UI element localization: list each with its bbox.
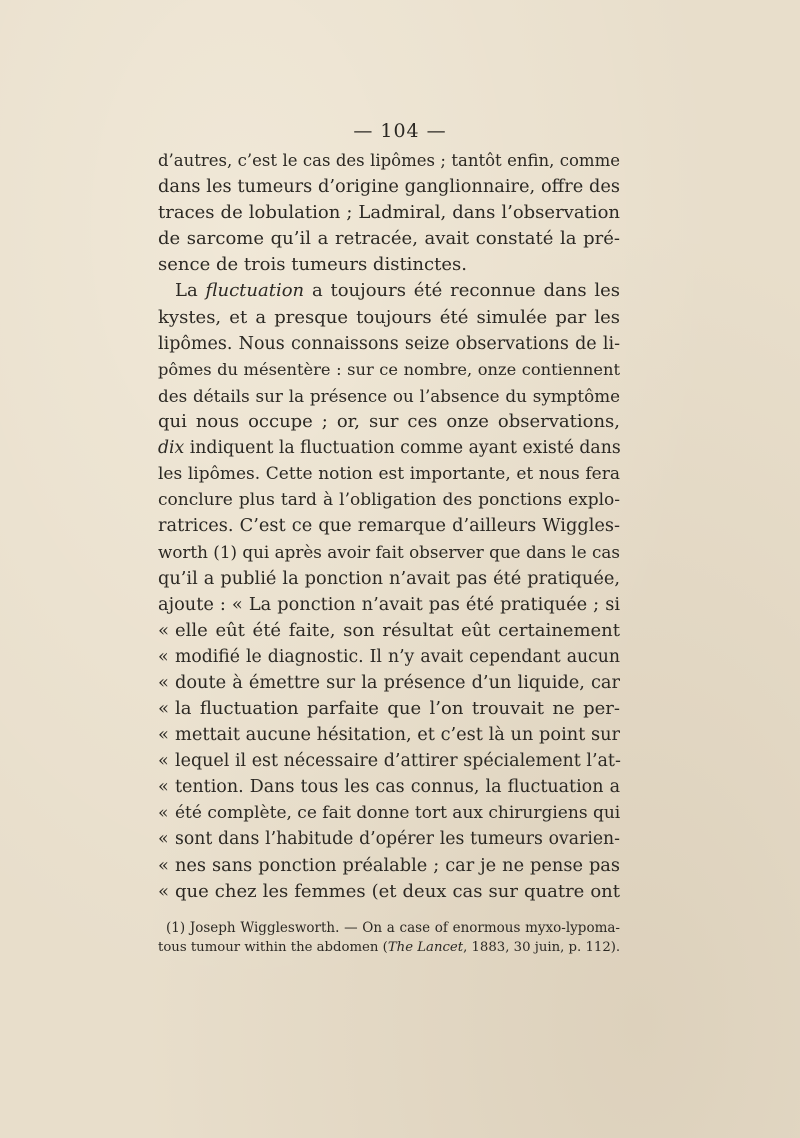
quote-mark: « xyxy=(158,777,169,798)
text-line: les lipômes. Cette notion est importante, et nous fera xyxy=(158,464,620,485)
quote-line: « elle eût été faite, son résultat eût certainement xyxy=(158,618,620,644)
quote-line: « sont dans l’habitude d’opérer les tumeurs ovarien- xyxy=(158,826,620,852)
quote-line: « nes sans ponction préalable ; car je ne pense pas xyxy=(158,853,620,879)
text-line: dans les tumeurs d’origine ganglionnaire, offre des xyxy=(158,177,620,198)
text-line: ratrices. C’est ce que remarque d’ailleurs Wiggles- xyxy=(158,516,620,537)
quote-mark: « xyxy=(158,672,169,693)
text-line: kystes, et a presque toujours été simulée par les xyxy=(158,306,620,328)
emphasis-dix: dix xyxy=(158,438,185,459)
footnote xyxy=(158,918,620,958)
text-line: traces de lobulation ; Ladmiral, dans l’observation xyxy=(158,202,620,224)
footnote-line: (1) Joseph Wigglesworth. — On a case of enormous myxo-lypoma- xyxy=(166,920,620,936)
footnote-line: tous tumour within the abdomen (The Lancet, 1883, 30 juin, p. 112). xyxy=(158,940,621,955)
text-line: d’autres, c’est le cas des lipômes ; tantôt enfin, comme xyxy=(158,151,620,170)
quote-line: « tention. Dans tous les cas connus, la fluctuation a xyxy=(158,774,620,800)
footnote-journal-title: The Lancet xyxy=(387,940,464,955)
text-line: pômes du mésentère : sur ce nombre, onze contiennent xyxy=(158,359,620,379)
text-line: dix indiquent la fluctuation comme ayant existé dans xyxy=(158,438,621,459)
text-line: lipômes. Nous connaissons seize observations de li- xyxy=(158,333,620,354)
quote-line: « la fluctuation parfaite que l’on trouvait ne per- xyxy=(158,696,620,722)
text-line: qui nous occupe ; or, sur ces onze observations, xyxy=(158,410,620,432)
emphasis-fluctuation: fluctuation xyxy=(205,280,305,302)
text-line: des détails sur la présence ou l’absence du symptôme xyxy=(158,385,620,406)
quote-line: « mettait aucune hésitation, et c’est là un point sur xyxy=(158,722,620,748)
text-line: sence de trois tumeurs distinctes. xyxy=(158,254,467,276)
quote-mark: « xyxy=(158,751,169,772)
text-line: de sarcome qu’il a retracée, avait constaté la pré- xyxy=(158,228,620,250)
quote-mark: « xyxy=(158,803,169,824)
page-number: — 104 — xyxy=(353,120,447,142)
quote-line: « doute à émettre sur la présence d’un liquide, car xyxy=(158,670,620,696)
quote-mark: « xyxy=(158,697,170,719)
quote-mark: « xyxy=(158,725,169,746)
quote-mark: « xyxy=(158,880,170,902)
quote-line: « que chez les femmes (et deux cas sur quatre ont xyxy=(158,879,620,905)
quote-mark: « xyxy=(158,855,169,876)
quote-line: « lequel il est nécessaire d’attirer spécialement l’at- xyxy=(158,748,620,774)
text-line: ajoute : « La ponction n’avait pas été pratiquée ; si xyxy=(158,594,620,615)
text-line: conclure plus tard à l’obligation des ponctions explo- xyxy=(158,490,620,511)
quote-mark: « xyxy=(158,829,169,850)
quote-line: « modifié le diagnostic. Il n’y avait cependant aucun xyxy=(158,644,620,670)
text-line: qu’il a publié la ponction n’avait pas été pratiquée, xyxy=(158,568,620,589)
quote-mark: « xyxy=(158,619,170,641)
body-text xyxy=(158,148,620,905)
quote-line: « été complète, ce fait donne tort aux chirurgiens qui xyxy=(158,800,620,826)
text-line: La fluctuation a toujours été reconnue dans les xyxy=(175,280,620,302)
quote-mark: « xyxy=(158,646,169,667)
text-line: worth (1) qui après avoir fait observer que dans le cas xyxy=(158,542,620,563)
